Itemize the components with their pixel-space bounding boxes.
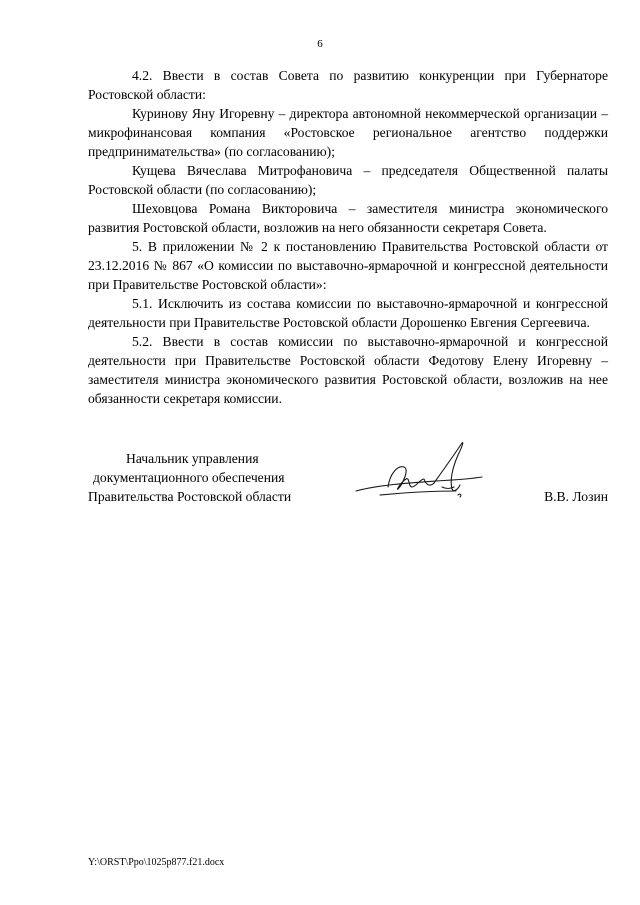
paragraph-shekhovtsov: Шеховцова Романа Викторовича – заместителя министра экономического развития Ростовской области, возложив на него обязанности секретаря Совета. [88, 201, 608, 235]
signatory-title-line: Правительства Ростовской области [88, 489, 292, 504]
signature-block [88, 449, 608, 509]
signatory-title-line: документационного обеспечения [93, 470, 285, 485]
signatory-title [88, 449, 328, 506]
signatory-title-line: Начальник управления [126, 451, 259, 466]
paragraph-5-1: 5.1. Исключить из состава комиссии по выставочно-ярмарочной и конгрессной деятельности при Правительстве Ростовской области Дорошенко Евгения Сергеевича. [88, 296, 608, 330]
signatory-name: В.В. Лозин [544, 489, 608, 504]
file-path: Y:\ORST\Ppo\1025p877.f21.docx [88, 857, 225, 868]
page-number: 6 [317, 38, 323, 50]
paragraph-4-2: 4.2. Ввести в состав Совета по развитию конкуренции при Губернаторе Ростовской области: [88, 68, 608, 102]
paragraph-5: 5. В приложении № 2 к постановлению Правительства Ростовской области от 23.12.2016 № 867 «О комиссии по выставочно-ярмарочной и конгрессной деятельности при Правительстве Ростовской области»: [88, 239, 608, 292]
document-body [88, 66, 608, 408]
handwritten-signature [350, 439, 490, 509]
paragraph-kushchev: Кущева Вячеслава Митрофановича – председателя Общественной палаты Ростовской области (по согласованию); [88, 163, 608, 197]
paragraph-kurinova: Куринову Яну Игоревну – директора автономной некоммерческой организации – микрофинансовая компания «Ростовское региональное агентство поддержки предпринимательства» (по согласованию); [88, 106, 608, 159]
paragraph-5-2: 5.2. Ввести в состав комиссии по выставочно-ярмарочной и конгрессной деятельности при Правительстве Ростовской области Федотову Елену Игоревну – заместителя министра экономического развития Ростовской области, возложив на нее обязанности секретаря комиссии. [88, 334, 608, 406]
